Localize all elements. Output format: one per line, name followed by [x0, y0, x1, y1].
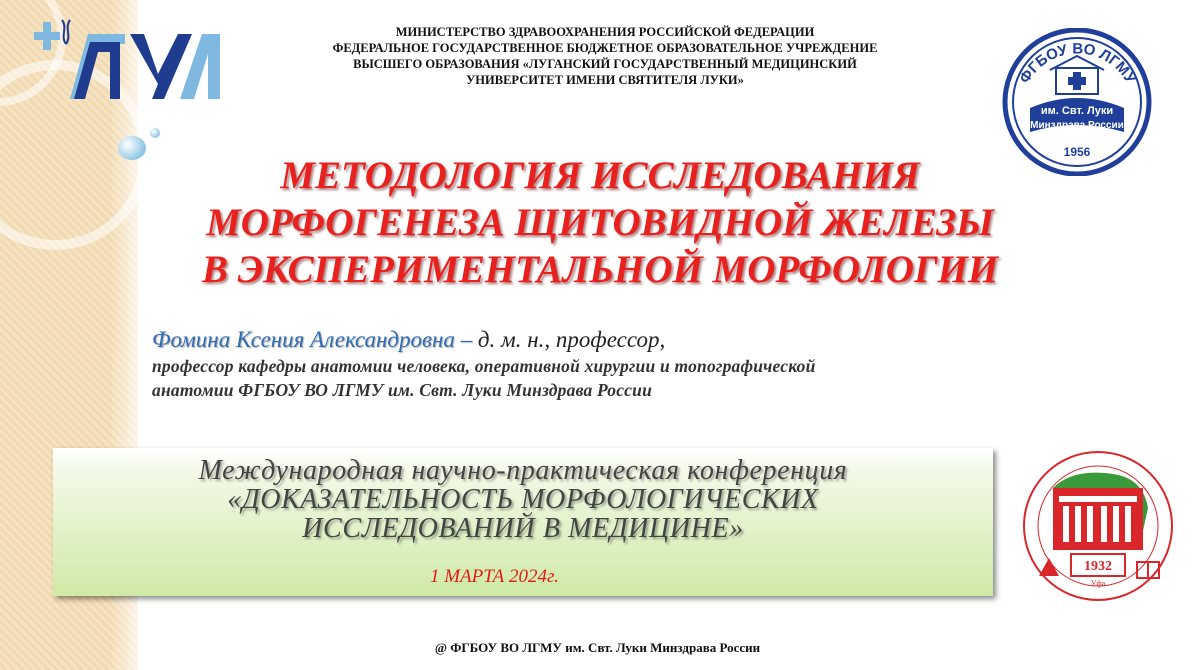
decorative-bubble: [150, 128, 160, 138]
seal-text-line: им. Свт. Луки: [1040, 105, 1114, 117]
header-line: УНИВЕРСИТЕТ ИМЕНИ СВЯТИТЕЛЯ ЛУКИ»: [466, 73, 744, 87]
conference-line: ИССЛЕДОВАНИЙ В МЕДИЦИНЕ»: [302, 513, 744, 544]
conference-line: Международная научно-практическая конференция: [198, 455, 848, 486]
emblem-city: Уфа: [1090, 579, 1106, 588]
author-position: профессор кафедры анатомии человека, оперативной хирургии и топографической: [152, 356, 816, 376]
emblem-year: 1932: [1084, 559, 1112, 574]
header-line: ФЕДЕРАЛЬНОЕ ГОСУДАРСТВЕННОЕ БЮДЖЕТНОЕ ОБРАЗОВАТЕЛЬНОЕ УЧРЕЖДЕНИЕ: [332, 41, 878, 55]
presentation-title: [110, 152, 1090, 293]
seal-top-text: ФГБОУ ВО ЛГМУ: [1016, 40, 1139, 87]
author-line: [152, 326, 1132, 354]
lgmu-logo: [30, 14, 230, 109]
title-line: В ЭКСПЕРИМЕНТАЛЬНОЙ МОРФОЛОГИИ: [201, 248, 999, 291]
university-emblem: [1013, 448, 1183, 603]
header-line: ВЫСШЕГО ОБРАЗОВАНИЯ «ЛУГАНСКИЙ ГОСУДАРСТВЕННЫЙ МЕДИЦИНСКИЙ: [353, 57, 857, 71]
footer-copyright: @ ФГБОУ ВО ЛГМУ им. Свт. Луки Минздрава России: [434, 640, 761, 655]
author-name: Фомина Ксения Александровна –: [152, 327, 473, 352]
title-line: МОРФОГЕНЕЗА ЩИТОВИДНОЙ ЖЕЛЕЗЫ: [206, 201, 994, 244]
conference-text: [53, 456, 993, 543]
conference-line: «ДОКАЗАТЕЛЬНОСТЬ МОРФОЛОГИЧЕСКИХ: [227, 484, 819, 515]
seal-text-line: Минздрава России: [1030, 120, 1124, 131]
seal-year: 1956: [1063, 145, 1091, 159]
ministry-header: [250, 24, 960, 88]
header-line: МИНИСТЕРСТВО ЗДРАВООХРАНЕНИЯ РОССИЙСКОЙ ФЕДЕРАЦИИ: [395, 25, 815, 39]
author-affiliation: анатомии ФГБОУ ВО ЛГМУ им. Свт. Луки Минздрава России: [152, 380, 653, 400]
author-degree: д. м. н., профессор,: [472, 327, 666, 352]
conference-date: 1 МАРТА 2024г.: [430, 566, 559, 587]
title-line: МЕТОДОЛОГИЯ ИССЛЕДОВАНИЯ: [280, 154, 920, 197]
author-block: [152, 326, 1132, 402]
